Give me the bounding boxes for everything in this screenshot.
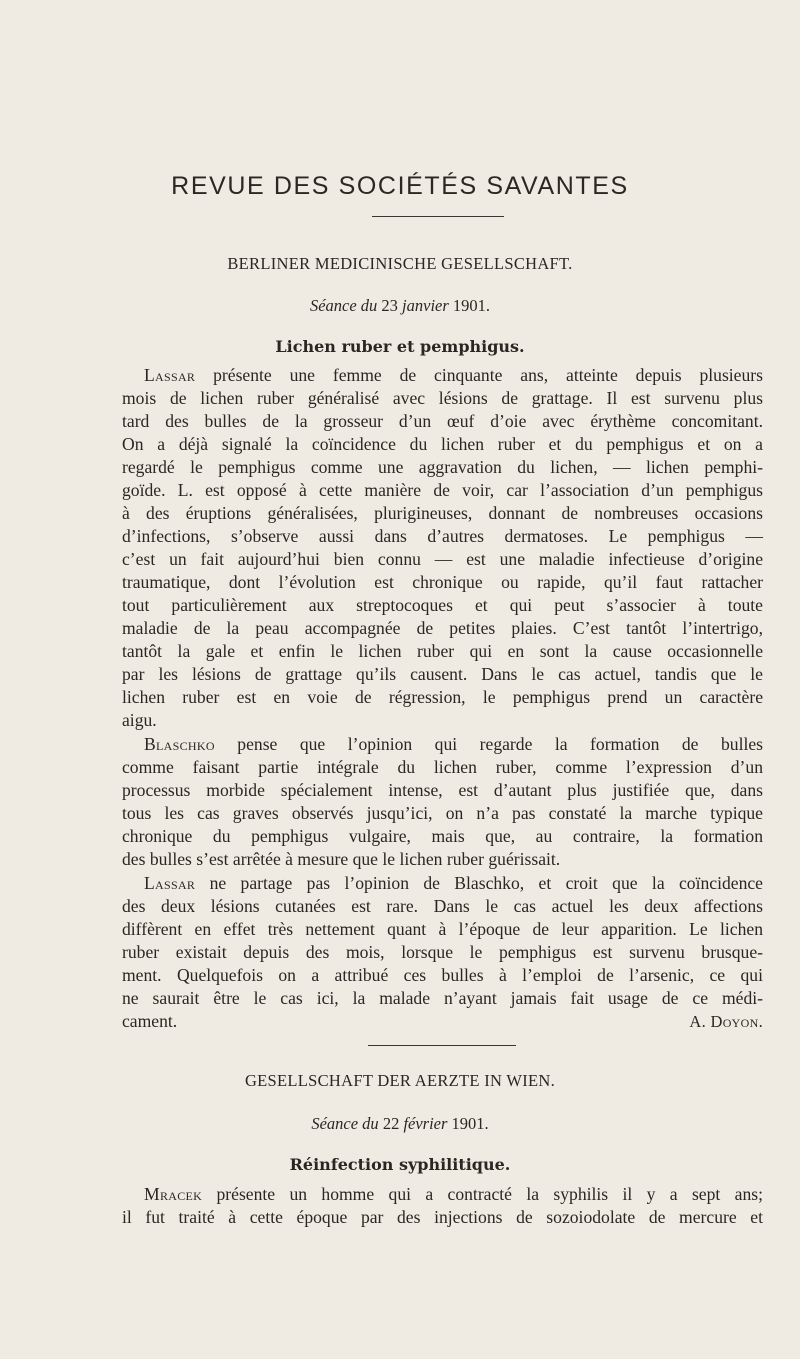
text-line: cament. (122, 1011, 178, 1031)
text-line: c’est un fait aujourd’hui bien connu — est une maladie infectieuse d’origine (122, 549, 763, 569)
text-line: ruber existait depuis des mois, lorsque le pemphigus est survenu brusque- (122, 942, 763, 962)
author-signature: A. Doyon. (689, 1012, 763, 1031)
text-run: pense que l’opinion qui regarde la formation de bulles (214, 734, 763, 754)
seance-day: 23 (381, 296, 398, 315)
text-line: il fut traité à cette époque par des injections de sozoiodolate de mercure et (122, 1207, 763, 1227)
text-line: lichen ruber est en voie de régression, le pemphigus prend un caractère (122, 687, 763, 707)
text-line: goïde. L. est opposé à cette manière de voir, car l’association d’un pemphigus (122, 480, 763, 500)
text-line: tard des bulles de la grosseur d’un œuf d’oie avec érythème concomitant. (122, 411, 763, 431)
society-heading: BERLINER MEDICINISCHE GESELLSCHAFT. (227, 254, 573, 273)
text-line (122, 364, 763, 386)
text-line: des bulles s’est arrêtée à mesure que le lichen ruber guérissait. (122, 849, 561, 869)
seance-day: 22 (382, 1114, 400, 1133)
subject-heading: Réinfection syphilitique. (289, 1155, 511, 1174)
text-line: diffèrent en effet très nettement quant à l’époque de leur apparition. Le lichen (122, 919, 763, 939)
seance-date (0, 296, 800, 316)
seance-label: Séance du (311, 1114, 379, 1133)
author-name: Lassar (144, 873, 196, 893)
text-line (122, 872, 763, 894)
seance-year: 1901. (451, 1114, 489, 1133)
text-line (122, 733, 763, 755)
text-line: comme faisant partie intégrale du lichen ruber, comme l’expression d’un (122, 757, 763, 777)
text-line: maladie de la peau accompagnée de petites plaies. C’est tantôt l’intertrigo, (122, 618, 763, 638)
author-name: Blaschko (144, 734, 215, 754)
text-run: ne partage pas l’opinion de Blaschko, et croit que la coïncidence (195, 873, 763, 893)
text-line: par les lésions de grattage qu’ils causent. Dans le cas actuel, tandis que le (122, 664, 763, 684)
text-line: processus morbide spécialement intense, est d’autant plus justifiée que, dans (122, 780, 763, 800)
author-name: Lassar (144, 365, 196, 385)
text-line: ne saurait être le cas ici, la malade n’ayant jamais fait usage de ce médi- (122, 988, 763, 1008)
seance-label: Séance du (309, 296, 378, 315)
text-line: aigu. (122, 710, 157, 730)
text-line: tout particulièrement aux streptocoques et qui peut s’associer à toute (122, 595, 763, 615)
seance-year: 1901. (452, 296, 491, 315)
text-run: présente une femme de cinquante ans, atteinte depuis plusieurs (195, 365, 763, 385)
text-line: regardé le pemphigus comme une aggravation du lichen, — lichen pemphi- (122, 457, 763, 477)
subject-heading: Lichen ruber et pemphigus. (275, 337, 525, 356)
seance-month: janvier (402, 296, 449, 315)
title-rule (372, 216, 504, 217)
text-line: des deux lésions cutanées est rare. Dans le cas actuel les deux affections (122, 896, 763, 916)
text-line: chronique du pemphigus vulgaire, mais que, au contraire, la formation (122, 826, 763, 846)
text-line: traumatique, dont l’évolution est chronique ou rapide, qu’il faut rattacher (122, 572, 763, 592)
text-line: à des éruptions généralisées, plurigineuses, donnant de nombreuses occasions (122, 503, 763, 523)
text-line: d’infections, s’observe aussi dans d’autres dermatoses. Le pemphigus — (122, 526, 763, 546)
seance-date (0, 1114, 800, 1134)
text-line: tantôt la gale et enfin le lichen ruber qui en sont la cause occasionnelle (122, 641, 763, 661)
text-run: présente un homme qui a contracté la syphilis il y a sept ans; (202, 1184, 763, 1204)
text-line: On a déjà signalé la coïncidence du lichen ruber et du pemphigus et on a (122, 434, 763, 454)
text-line: tous les cas graves observés jusqu’ici, on n’a pas constaté la marche typique (122, 803, 763, 823)
text-line (122, 1183, 763, 1205)
author-name: Mracek (144, 1184, 203, 1204)
seance-month: février (403, 1114, 448, 1133)
page-title: REVUE DES SOCIÉTÉS SAVANTES (171, 172, 629, 200)
text-line: mois de lichen ruber généralisé avec lésions de grattage. Il est survenu plus (122, 388, 763, 408)
society-heading: GESELLSCHAFT DER AERZTE IN WIEN. (244, 1071, 556, 1090)
text-line: ment. Quelquefois on a attribué ces bulles à l’emploi de l’arsenic, ce qui (122, 965, 763, 985)
section-rule (368, 1045, 516, 1046)
